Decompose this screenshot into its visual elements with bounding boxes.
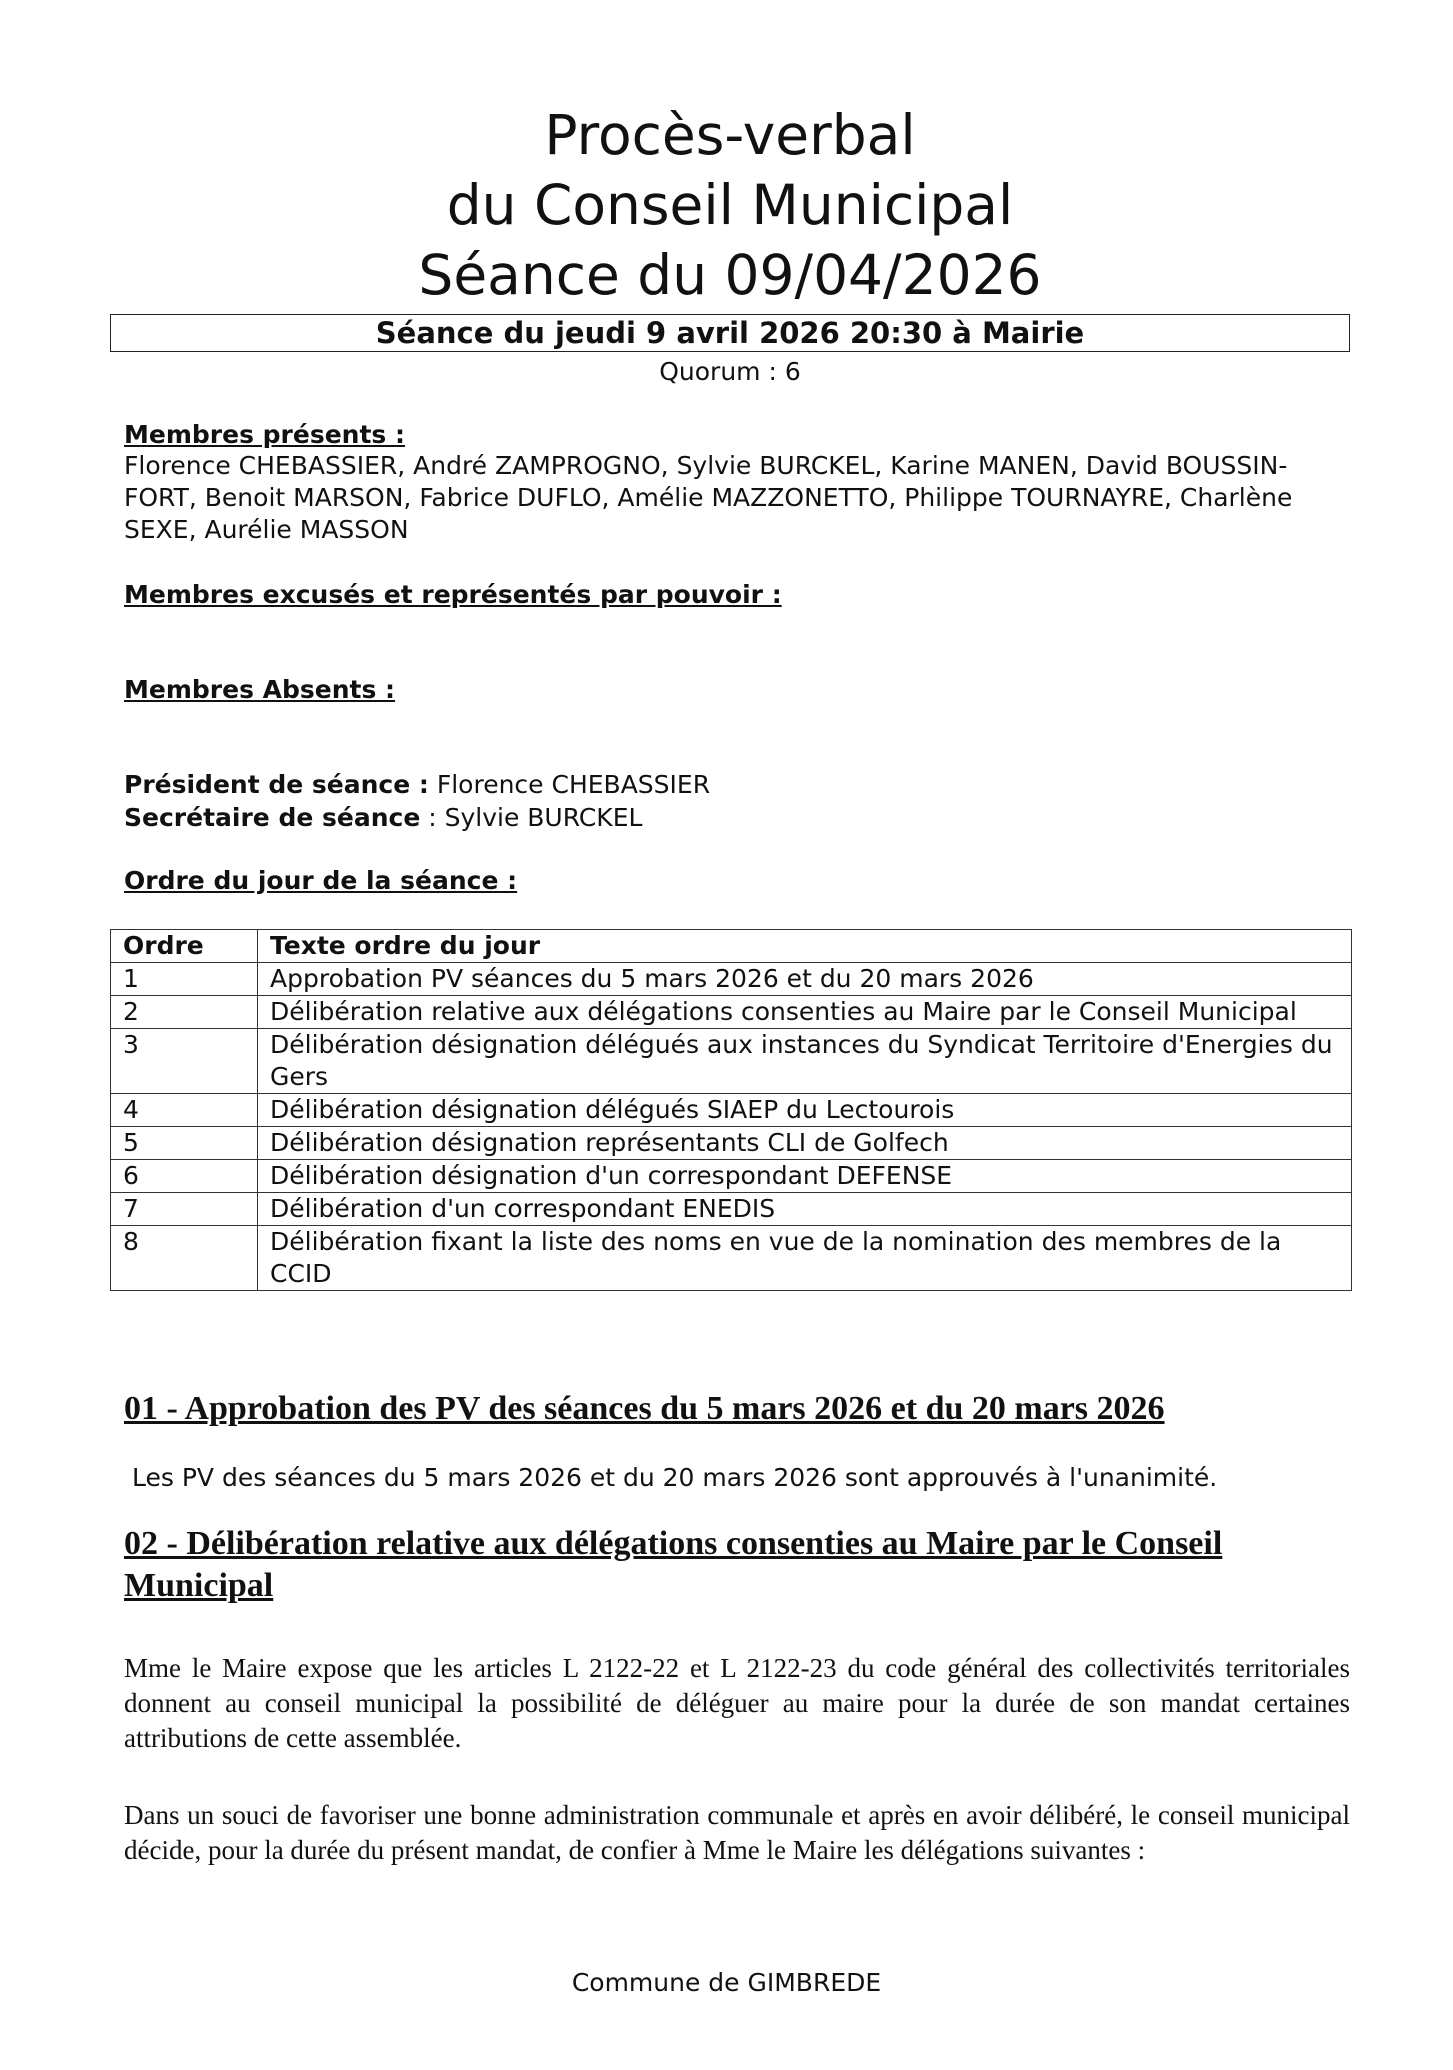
agenda-order: 2 (111, 996, 258, 1029)
president-value: Florence CHEBASSIER (428, 770, 711, 799)
title-line-2: du Conseil Municipal (446, 173, 1014, 237)
secretary-value: : Sylvie BURCKEL (420, 803, 643, 832)
agenda-text: Délibération désignation d'un correspondant DEFENSE (258, 1160, 1352, 1193)
section2-heading: 02 - Délibération relative aux délégations consenties au Maire par le Conseil Municipal (124, 1525, 1223, 1604)
title-line-1: Procès-verbal (544, 103, 916, 167)
agenda-header-row (111, 930, 1352, 963)
section2-paragraph-1: Mme le Maire expose que les articles L 2122-22 et L 2122-23 du code général des collectivités territoriales donnent au conseil municipal la possibilité de déléguer au maire pour la durée de son mandat certaines attributions de cette assemblée. (124, 1653, 1350, 1753)
table-row (111, 996, 1352, 1029)
session-header: Séance du jeudi 9 avril 2026 20:30 à Mairie (110, 314, 1350, 352)
page-footer: Commune de GIMBREDE (571, 1968, 882, 1997)
members-present-list: Florence CHEBASSIER, André ZAMPROGNO, Sylvie BURCKEL, Karine MANEN, David BOUSSIN-FORT, Benoit MARSON, Fabrice DUFLO, Amélie MAZZONETTO, Philippe TOURNAYRE, Charlène SEXE, Aurélie MASSON (124, 451, 1293, 544)
agenda-text: Délibération fixant la liste des noms en vue de la nomination des membres de la CCID (258, 1226, 1352, 1291)
president-label: Président de séance : (124, 770, 429, 799)
agenda-order: 3 (111, 1029, 258, 1094)
table-row (111, 1193, 1352, 1226)
agenda-text: Approbation PV séances du 5 mars 2026 et du 20 mars 2026 (258, 963, 1352, 996)
quorum: Quorum : 6 (659, 357, 801, 386)
agenda-order: 5 (111, 1127, 258, 1160)
table-row (111, 1029, 1352, 1094)
section2-paragraph-2: Dans un souci de favoriser une bonne administration communale et après en avoir délibéré, le conseil municipal décide, pour la durée du présent mandat, de confier à Mme le Maire les délégations suivantes : (124, 1800, 1350, 1865)
members-excused-label: Membres excusés et représentés par pouvoir : (124, 580, 782, 609)
members-present-label: Membres présents : (124, 420, 405, 449)
table-row (111, 1226, 1352, 1291)
title-line-3: Séance du 09/04/2026 (418, 243, 1042, 307)
agenda-order: 6 (111, 1160, 258, 1193)
agenda-col-text: Texte ordre du jour (258, 930, 1352, 963)
agenda-order: 4 (111, 1094, 258, 1127)
members-absent-label: Membres Absents : (124, 675, 396, 704)
agenda-table (110, 929, 1352, 1291)
agenda-text: Délibération désignation représentants CLI de Golfech (258, 1127, 1352, 1160)
table-row (111, 1094, 1352, 1127)
agenda-text: Délibération relative aux délégations consenties au Maire par le Conseil Municipal (258, 996, 1352, 1029)
table-row (111, 1160, 1352, 1193)
agenda-text: Délibération désignation délégués aux instances du Syndicat Territoire d'Energies du Gers (258, 1029, 1352, 1094)
secretary-line (124, 801, 642, 834)
table-row (111, 1127, 1352, 1160)
agenda-text: Délibération désignation délégués SIAEP du Lectourois (258, 1094, 1352, 1127)
document-title (110, 100, 1350, 310)
agenda-label: Ordre du jour de la séance : (124, 866, 518, 895)
president-line (124, 768, 710, 801)
secretary-label: Secrétaire de séance (124, 803, 421, 832)
table-row (111, 963, 1352, 996)
section1-heading: 01 - Approbation des PV des séances du 5 mars 2026 et du 20 mars 2026 (124, 1390, 1165, 1427)
agenda-order: 1 (111, 963, 258, 996)
agenda-col-order: Ordre (111, 930, 258, 963)
agenda-text: Délibération d'un correspondant ENEDIS (258, 1193, 1352, 1226)
section1-text: Les PV des séances du 5 mars 2026 et du 20 mars 2026 sont approuvés à l'unanimité. (132, 1463, 1218, 1492)
agenda-order: 7 (111, 1193, 258, 1226)
agenda-order: 8 (111, 1226, 258, 1291)
